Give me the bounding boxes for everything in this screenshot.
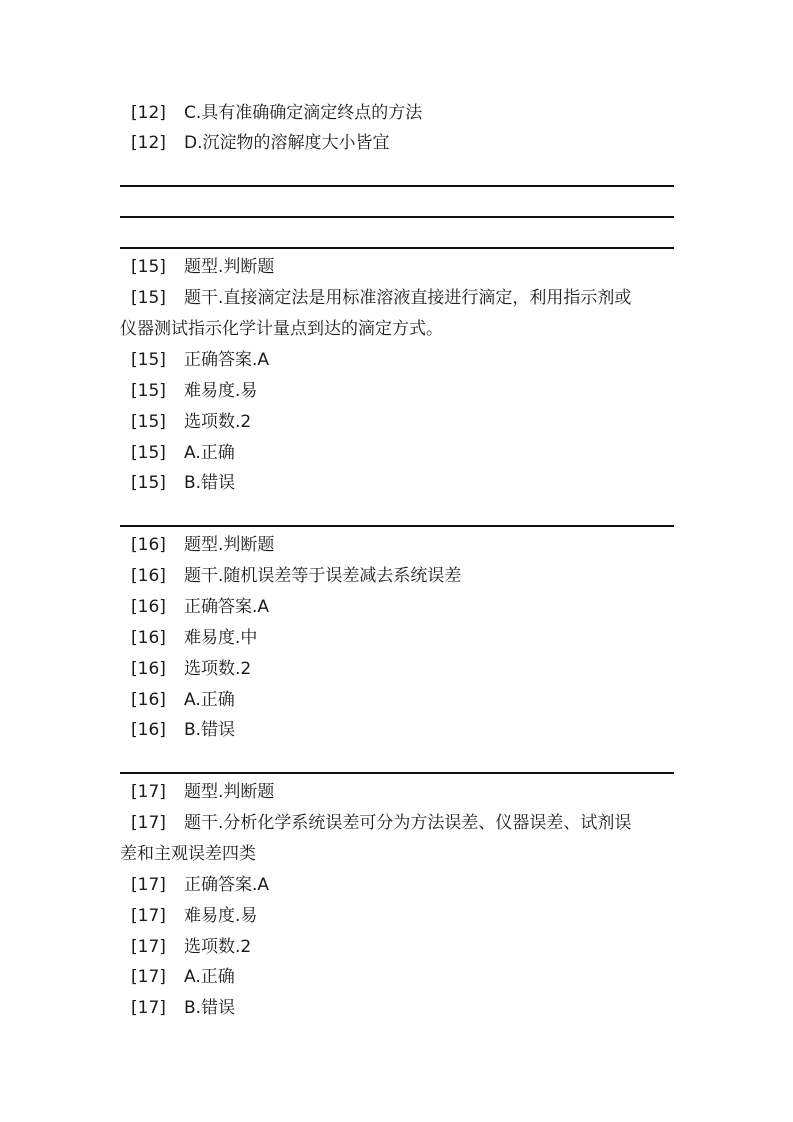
q16-option-a (131, 689, 235, 711)
line-text: 选项数.2 (184, 937, 252, 957)
q15-stem (131, 287, 631, 309)
line-text: B.错误 (184, 998, 236, 1018)
q15-stem-continued (120, 318, 443, 340)
question-number: [16] (131, 659, 166, 679)
q15-answer (131, 349, 269, 371)
line-text: B.错误 (184, 720, 236, 740)
line-text: 选项数.2 (184, 659, 252, 679)
q15-type (131, 256, 274, 278)
line-text: B.错误 (184, 473, 236, 493)
q15-option-a (131, 442, 235, 464)
line-text: A.正确 (184, 967, 235, 987)
question-number: [15] (131, 288, 166, 308)
q17-difficulty (131, 905, 257, 927)
q15-option-count (131, 411, 251, 433)
question-number: [17] (131, 998, 166, 1018)
q17-option-count (131, 936, 251, 958)
q16-answer (131, 596, 269, 618)
q17-type (131, 781, 274, 803)
question-number: [12] (131, 103, 166, 123)
line-text: D.沉淀物的溶解度大小皆宜 (184, 133, 390, 153)
divider-2 (120, 216, 674, 218)
question-number: [17] (131, 967, 166, 987)
question-number: [16] (131, 566, 166, 586)
line-text: 难易度.易 (184, 381, 258, 401)
question-number: [15] (131, 443, 166, 463)
q17-stem-continued (120, 843, 256, 865)
q15-option-b (131, 472, 235, 494)
q12-option-d (131, 132, 390, 154)
q12-option-c (131, 102, 422, 124)
q17-option-a (131, 966, 235, 988)
line-text: 正确答案.A (184, 597, 270, 617)
line-text: 题干.分析化学系统误差可分为方法误差、仪器误差、试剂误 (184, 813, 632, 833)
question-number: [16] (131, 628, 166, 648)
line-text: C.具有准确确定滴定终点的方法 (184, 103, 423, 123)
line-text: 选项数.2 (184, 412, 252, 432)
line-text: A.正确 (184, 690, 235, 710)
q16-type (131, 534, 274, 556)
line-text: 正确答案.A (184, 875, 270, 895)
question-number: [16] (131, 597, 166, 617)
line-text: 题干.直接滴定法是用标准溶液直接进行滴定，利用指示剂或 (184, 288, 632, 308)
question-number: [15] (131, 381, 166, 401)
line-text: A.正确 (184, 443, 235, 463)
q17-option-b (131, 997, 235, 1019)
line-text: 差和主观误差四类 (120, 844, 256, 864)
q16-option-count (131, 658, 251, 680)
q16-difficulty (131, 627, 257, 649)
line-text: 难易度.中 (184, 628, 258, 648)
question-number: [17] (131, 875, 166, 895)
line-text: 正确答案.A (184, 350, 270, 370)
line-text: 题型.判断题 (184, 535, 275, 555)
q17-answer (131, 874, 269, 896)
divider-4 (120, 525, 674, 527)
divider-5 (120, 772, 674, 774)
line-text: 仪器测试指示化学计量点到达的滴定方式。 (120, 319, 443, 339)
question-number: [16] (131, 690, 166, 710)
question-number: [17] (131, 813, 166, 833)
question-number: [17] (131, 906, 166, 926)
question-number: [16] (131, 720, 166, 740)
question-number: [15] (131, 350, 166, 370)
line-text: 题型.判断题 (184, 782, 275, 802)
question-number: [15] (131, 412, 166, 432)
divider-3 (120, 247, 674, 249)
question-number: [12] (131, 133, 166, 153)
q16-option-b (131, 719, 235, 741)
q17-stem (131, 812, 631, 834)
question-number: [17] (131, 937, 166, 957)
q15-difficulty (131, 380, 257, 402)
question-number: [16] (131, 535, 166, 555)
line-text: 难易度.易 (184, 906, 258, 926)
question-number: [15] (131, 257, 166, 277)
question-number: [15] (131, 473, 166, 493)
q16-stem (131, 565, 461, 587)
line-text: 题型.判断题 (184, 257, 275, 277)
divider-1 (120, 185, 674, 187)
line-text: 题干.随机误差等于误差减去系统误差 (184, 566, 462, 586)
question-number: [17] (131, 782, 166, 802)
